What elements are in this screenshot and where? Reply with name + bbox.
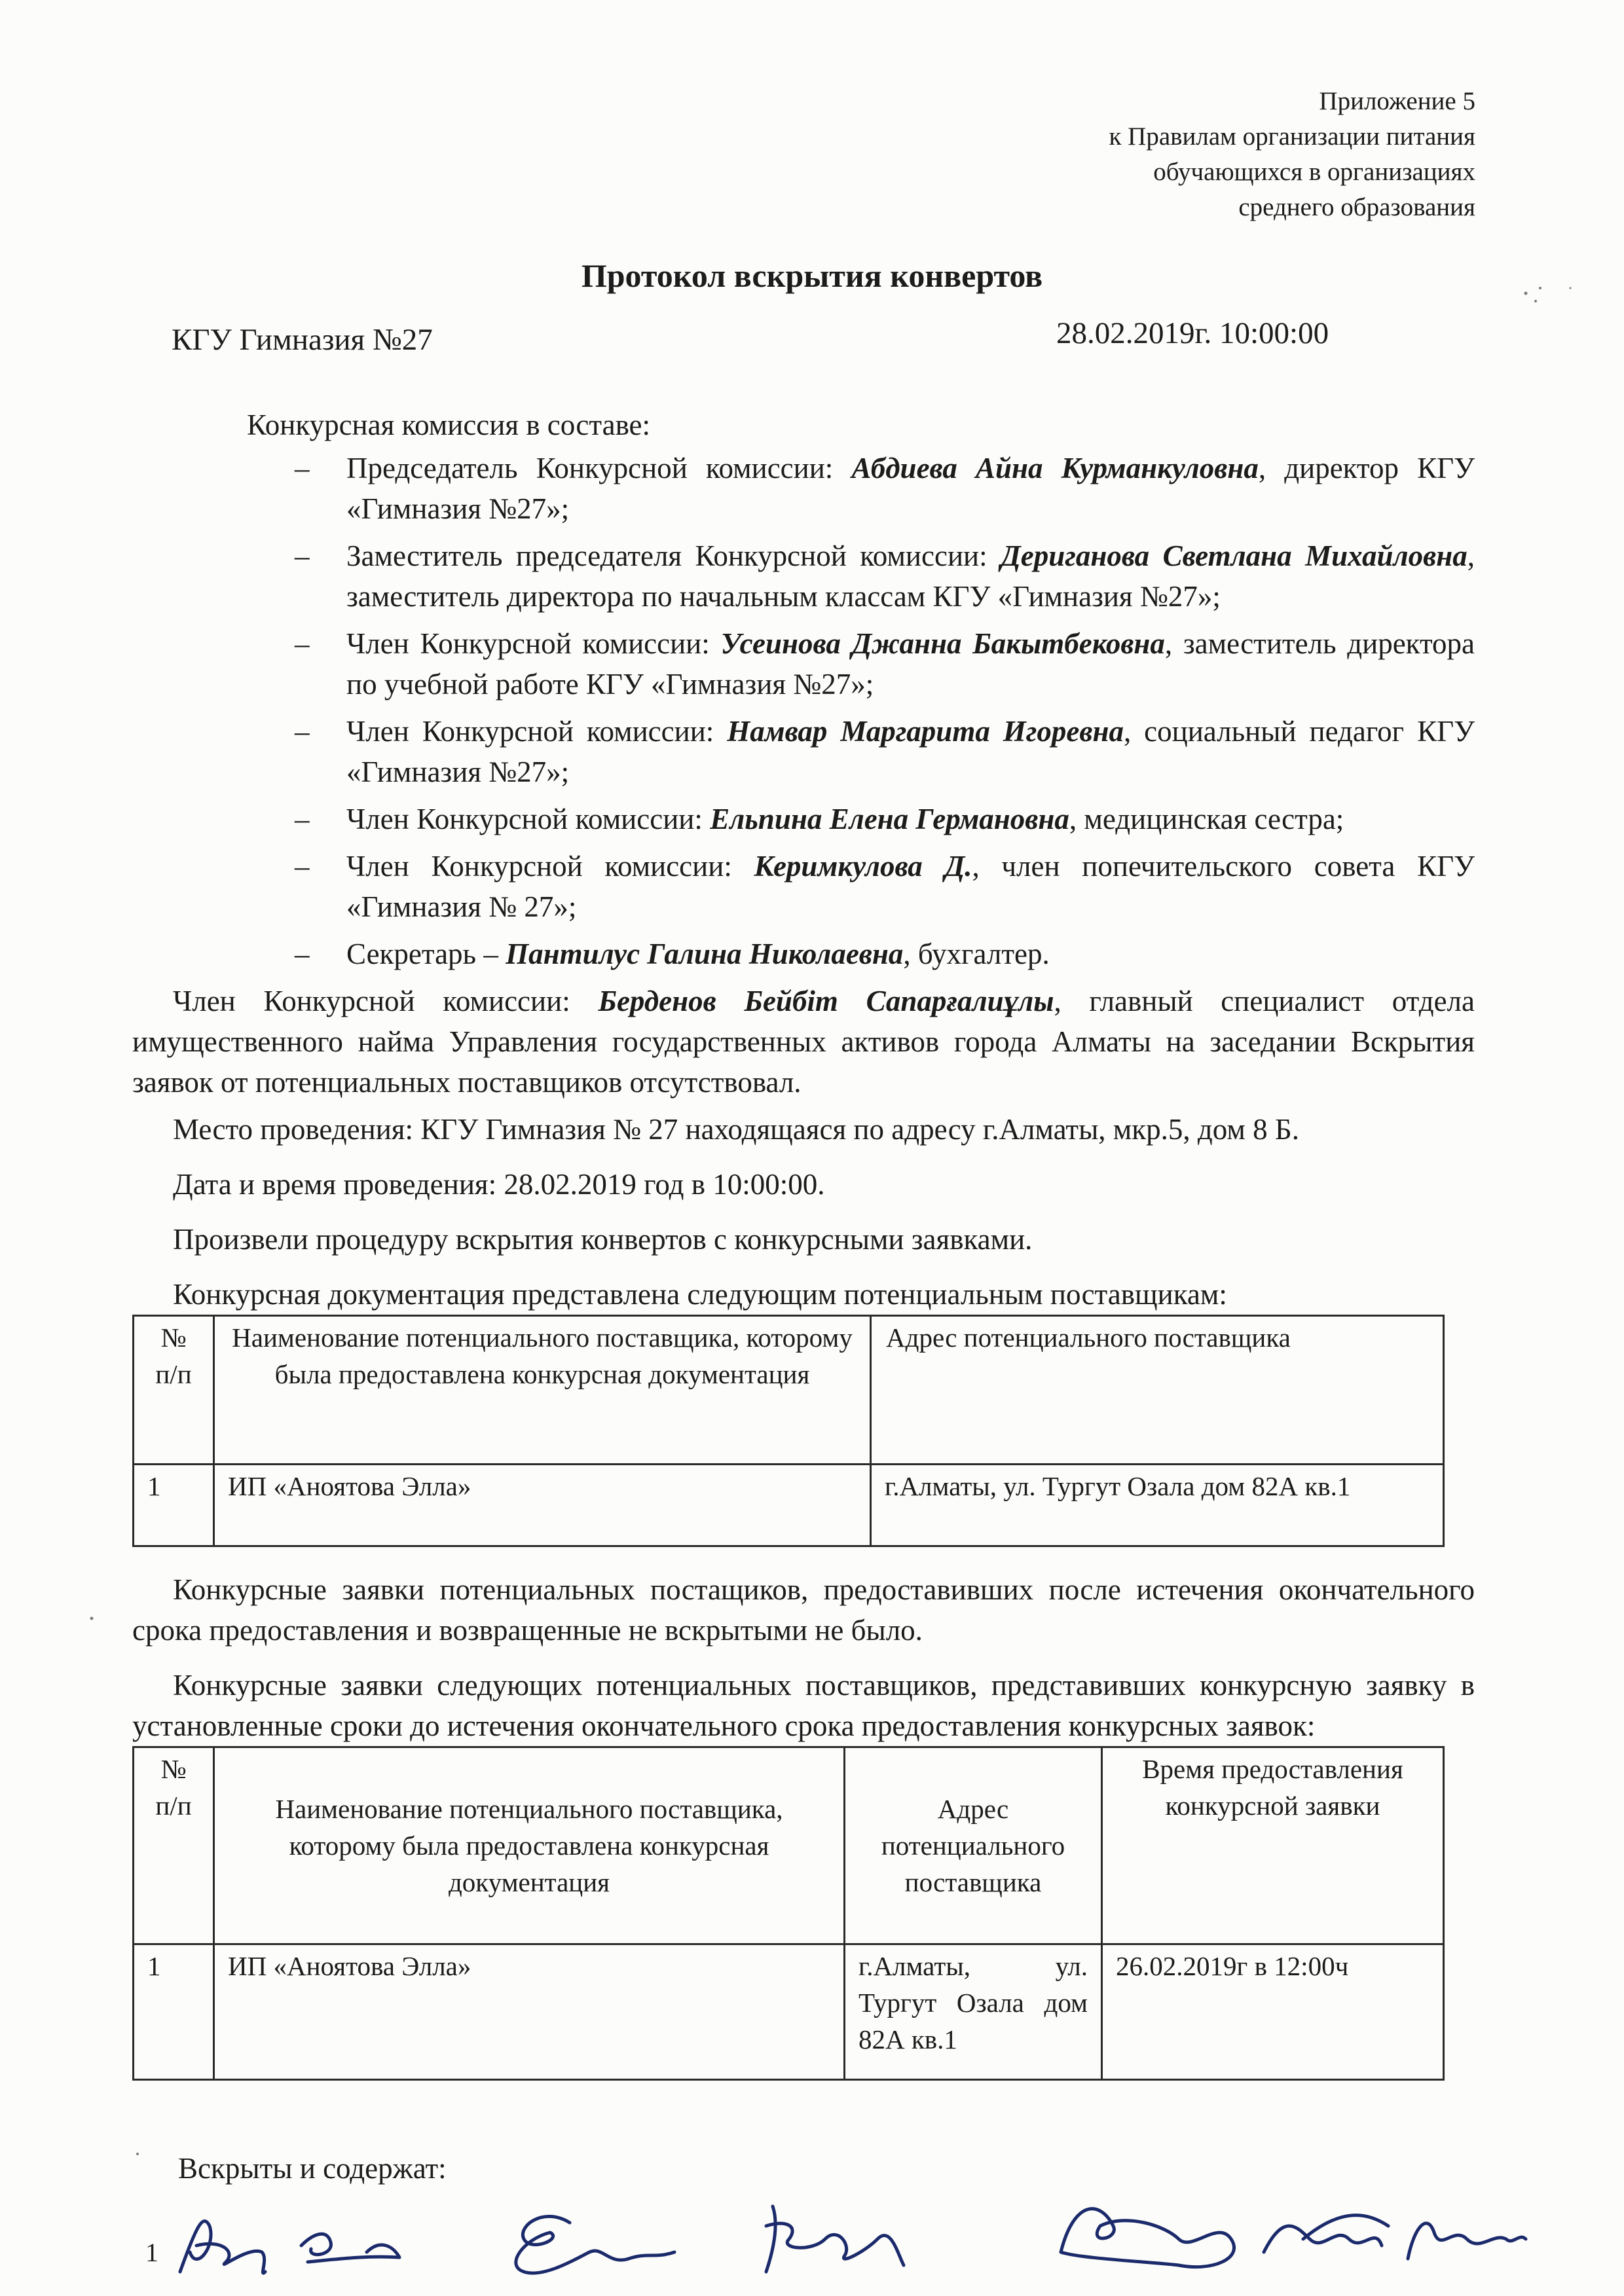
member-position: , заместитель директора по учебной работе КГУ «Гимназия №27»; — [346, 627, 1475, 701]
signature-3 — [516, 2216, 674, 2273]
opened-contain-label: Вскрыты и содержат: — [178, 2152, 447, 2185]
member-name: Намвар Маргарита Игоревна — [727, 715, 1124, 748]
table-header-cell: Адрес потенциального поставщика — [845, 1747, 1102, 1944]
appendix-line: обучающихся в организациях — [1153, 158, 1475, 186]
member-name: Абдиева Айна Курманкуловна — [851, 452, 1259, 484]
member-role: Член Конкурсной комиссии: — [173, 985, 599, 1017]
signature-4 — [766, 2206, 904, 2272]
member-position: , член попечительского совета КГУ «Гимназия № 27»; — [346, 850, 1475, 923]
appendix-line: среднего образования — [1238, 193, 1475, 221]
docs-provided-statement: Конкурсная документация представлена следующим потенциальным поставщикам: — [173, 1278, 1227, 1311]
organization-name: КГУ Гимназия №27 — [172, 323, 433, 357]
member-position: , директор КГУ «Гимназия №27»; — [346, 452, 1475, 525]
member-position: , медицинская сестра; — [1069, 803, 1344, 835]
procedure-statement: Произвели процедуру вскрытия конвертов с конкурсными заявками. — [173, 1223, 1033, 1256]
member-position: , социальный педагог КГУ «Гимназия №27»; — [346, 715, 1475, 788]
table-header-cell: Адрес потенциального поставщика — [871, 1316, 1444, 1465]
meeting-datetime: Дата и время проведения: 28.02.2019 год в 10:00:00. — [173, 1168, 825, 1201]
table-cell: 1 — [134, 1944, 214, 2080]
member-name: Дериганова Светлана Михайловна — [1001, 539, 1467, 572]
member-role: Член Конкурсной комиссии: — [346, 803, 710, 835]
dash-marker: – — [295, 627, 310, 660]
appendix-line: Приложение 5 — [1319, 87, 1475, 115]
dash-marker: – — [295, 850, 310, 883]
table-header-cell: № п/п — [134, 1316, 214, 1465]
dash-marker: – — [295, 715, 310, 748]
page-number: 1 — [145, 2238, 158, 2267]
absence-note: , главный специалист отдела имущественного найма Управления государственных активов города Алматы на заседании Вскрытия заявок от потенциальных поставщиков отсутствовал. — [132, 985, 1475, 1099]
member-position: , бухгалтер. — [903, 938, 1050, 970]
table-cell: ИП «Аноятова Элла» — [214, 1944, 845, 2080]
signature-1 — [180, 2221, 265, 2273]
protocol-datetime: 28.02.2019г. 10:00:00 — [1056, 316, 1329, 350]
scanner-specks — [90, 287, 1572, 2155]
dash-marker: – — [295, 452, 310, 484]
signature-7 — [1408, 2223, 1526, 2259]
member-name: Усеинова Джанна Бакытбековна — [720, 627, 1165, 660]
member-name: Берденов Бейбіт Сапарғалиұлы — [598, 985, 1054, 1017]
dash-marker: – — [295, 803, 310, 835]
table-header-cell: № п/п — [134, 1747, 214, 1944]
table-header-cell: Время предоставления конкурсной заявки — [1102, 1747, 1444, 1944]
member-role: Секретарь – — [346, 938, 506, 970]
table-cell: ИП «Аноятова Элла» — [214, 1465, 871, 1546]
document-title: Протокол вскрытия конвертов — [581, 257, 1043, 294]
table-header-cell: Наименование потенциального поставщика, которому была предоставлена конкурсная документация — [214, 1316, 871, 1465]
member-position: , заместитель директора по начальным классам КГУ «Гимназия №27»; — [346, 539, 1475, 613]
dash-marker: – — [295, 938, 310, 970]
table-cell: г.Алматы, ул. Тургут Озала дом 82А кв.1 — [845, 1944, 1102, 2080]
commission-intro: Конкурсная комиссия в составе: — [247, 409, 651, 441]
table-cell: 26.02.2019г в 12:00ч — [1102, 1944, 1444, 2080]
appendix-line: к Правилам организации питания — [1109, 122, 1475, 151]
dash-marker: – — [295, 539, 310, 572]
member-role: Член Конкурсной комиссии: — [346, 850, 754, 883]
meeting-place: Место проведения: КГУ Гимназия № 27 находящаяся по адресу г.Алматы, мкр.5, дом 8 Б. — [173, 1113, 1299, 1146]
signature-6 — [1264, 2215, 1388, 2252]
member-role: Член Конкурсной комиссии: — [346, 715, 728, 748]
signature-5 — [1061, 2209, 1234, 2267]
member-name: Керимкулова Д. — [754, 850, 972, 883]
table-cell: 1 — [134, 1465, 214, 1546]
late-bids-statement: Конкурсные заявки потенциальных постащиков, предоставивших после истечения окончательного срока предоставления и возвращенные не вскрытыми не было. — [132, 1573, 1475, 1647]
table-cell: г.Алматы, ул. Тургут Озала дом 82А кв.1 — [871, 1465, 1444, 1546]
signature-2 — [301, 2234, 399, 2262]
member-role: Заместитель председателя Конкурсной комиссии: — [346, 539, 1001, 572]
member-role: Член Конкурсной комиссии: — [346, 627, 721, 660]
table-header-cell: Наименование потенциального поставщика, которому была предоставлена конкурсная документация — [214, 1747, 845, 1944]
member-name: Ельпина Елена Германовна — [710, 803, 1069, 835]
member-role: Председатель Конкурсной комиссии: — [346, 452, 852, 484]
ontime-bids-statement: Конкурсные заявки следующих потенциальных поставщиков, представивших конкурсную заявку в установленные сроки до истечения окончательного срока предоставления конкурсных заявок: — [132, 1669, 1475, 1742]
member-name: Пантилус Галина Николаевна — [506, 938, 904, 970]
